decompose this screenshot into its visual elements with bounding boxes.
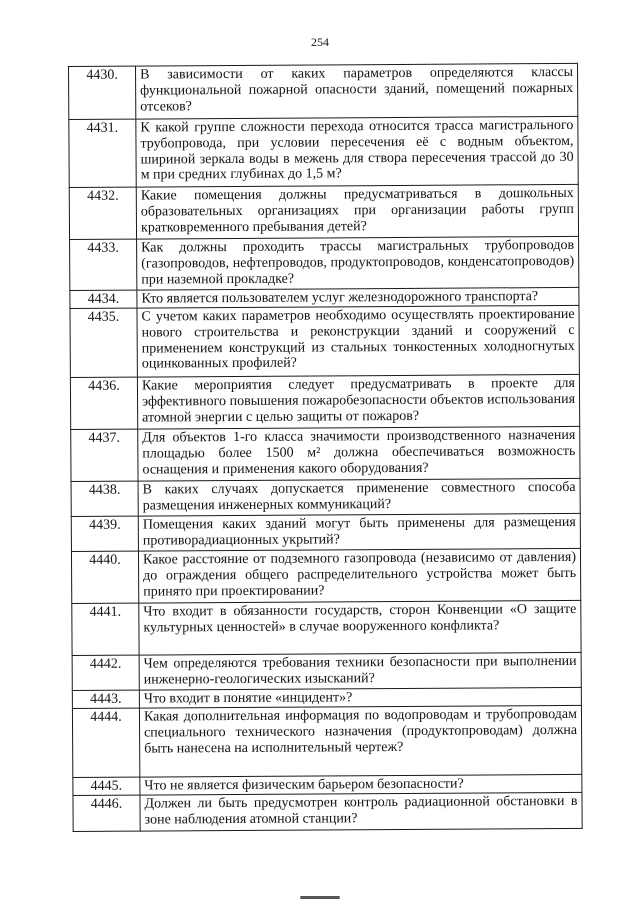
scan-smudge xyxy=(300,896,340,899)
question-text: Как должны проходить трассы магистральных трубопроводов (газопроводов, нефтепроводов, продуктопроводов, конденсатопроводов) при наземной прокладке? xyxy=(137,236,579,290)
question-number: 4432. xyxy=(69,187,136,239)
question-text: В зависимости от каких параметров определяются классы функциональной пожарной опасности зданий, помещений пожарных отсеков? xyxy=(136,63,578,119)
question-number: 4430. xyxy=(69,66,136,119)
question-text: Чем определяются требования техники безопасности при выполнении инженерно-геологических изысканий? xyxy=(139,652,581,690)
question-number: 4441. xyxy=(72,603,139,655)
question-text: С учетом каких параметров необходимо осуществлять проектирование нового строительства и реконструкции зданий и сооружений с применением конструкций из стальных тонкостенных холодногнутых оцинкованных профилей? xyxy=(137,305,579,377)
question-text: Какая дополнительная информация по водопроводам и трубопроводам специального технического назначения (продуктопроводам) должна быть нанесена на исполнительный чертеж? xyxy=(139,705,581,777)
question-number: 4434. xyxy=(70,290,137,308)
question-number: 4431. xyxy=(69,119,136,187)
question-text: Должен ли быть предусмотрен контроль радиационной обстановки в зоне наблюдения атомной станции? xyxy=(140,792,582,831)
table-row xyxy=(70,236,579,290)
table-row xyxy=(69,116,578,187)
question-text: Для объектов 1-го класса значимости производственного назначения площадью более 1500 м² должна обеспечиваться возможность оснащения и применения какого оборудования? xyxy=(138,426,580,481)
question-text: К какой группе сложности перехода относится трасса магистрального трубопровода, при условии пересечения её с водным объектом, шириной зеркала воды в межень для створа пересечения трассой до 30 м при средних глубинах до 1,5 м? xyxy=(136,116,578,187)
question-text: В каких случаях допускается применение совместного способа размещения инженерных коммуникаций? xyxy=(138,478,580,516)
question-text: Какое расстояние от подземного газопровода (независимо от давления) до ограждения общего распределительного устройства может быть принято при проектировании? xyxy=(138,548,580,603)
question-text: Что входит в обязанности государств, сторон Конвенции «О защите культурных ценностей» в случае вооруженного конфликта? xyxy=(139,600,581,655)
question-text: Какие мероприятия следует предусматривать в проекте для эффективного повышения пожаробезопасности объектов использования атомной энергии с целью защиты от пожаров? xyxy=(137,374,579,429)
question-number: 4446. xyxy=(73,795,140,831)
question-number: 4439. xyxy=(71,516,138,551)
page-number: 254 xyxy=(311,35,329,49)
table-row xyxy=(70,305,579,377)
table-row xyxy=(71,513,580,551)
table-row xyxy=(71,478,580,516)
questions-table xyxy=(68,63,583,832)
question-number: 4445. xyxy=(73,777,140,795)
table-row xyxy=(71,548,580,603)
question-number: 4440. xyxy=(71,551,138,603)
question-text: Какие помещения должны предусматриваться в дошкольных образовательных организациях при организации работы групп кратковременного пребывания детей? xyxy=(136,184,578,239)
table-row xyxy=(70,374,579,429)
question-number: 4442. xyxy=(72,655,139,690)
table-row xyxy=(73,792,582,831)
table-row xyxy=(69,184,578,239)
table-row xyxy=(71,426,580,481)
question-number: 4437. xyxy=(71,429,138,481)
question-number: 4444. xyxy=(72,708,139,777)
question-text: Кто является пользователем услуг железнодорожного транспорта? xyxy=(137,287,579,308)
table-row xyxy=(72,600,581,655)
question-number: 4443. xyxy=(72,690,139,708)
question-text: Что входит в понятие «инцидент»? xyxy=(139,687,581,708)
question-number: 4433. xyxy=(70,239,137,290)
table-row xyxy=(72,652,581,690)
table-row xyxy=(69,63,578,119)
question-number: 4436. xyxy=(70,377,137,429)
table-row xyxy=(72,705,581,777)
question-number: 4438. xyxy=(71,481,138,516)
question-number: 4435. xyxy=(70,308,137,377)
question-text: Помещения каких зданий могут быть применены для размещения противорадиационных укрытий? xyxy=(138,513,580,551)
question-text: Что не является физическим барьером безопасности? xyxy=(140,774,582,795)
